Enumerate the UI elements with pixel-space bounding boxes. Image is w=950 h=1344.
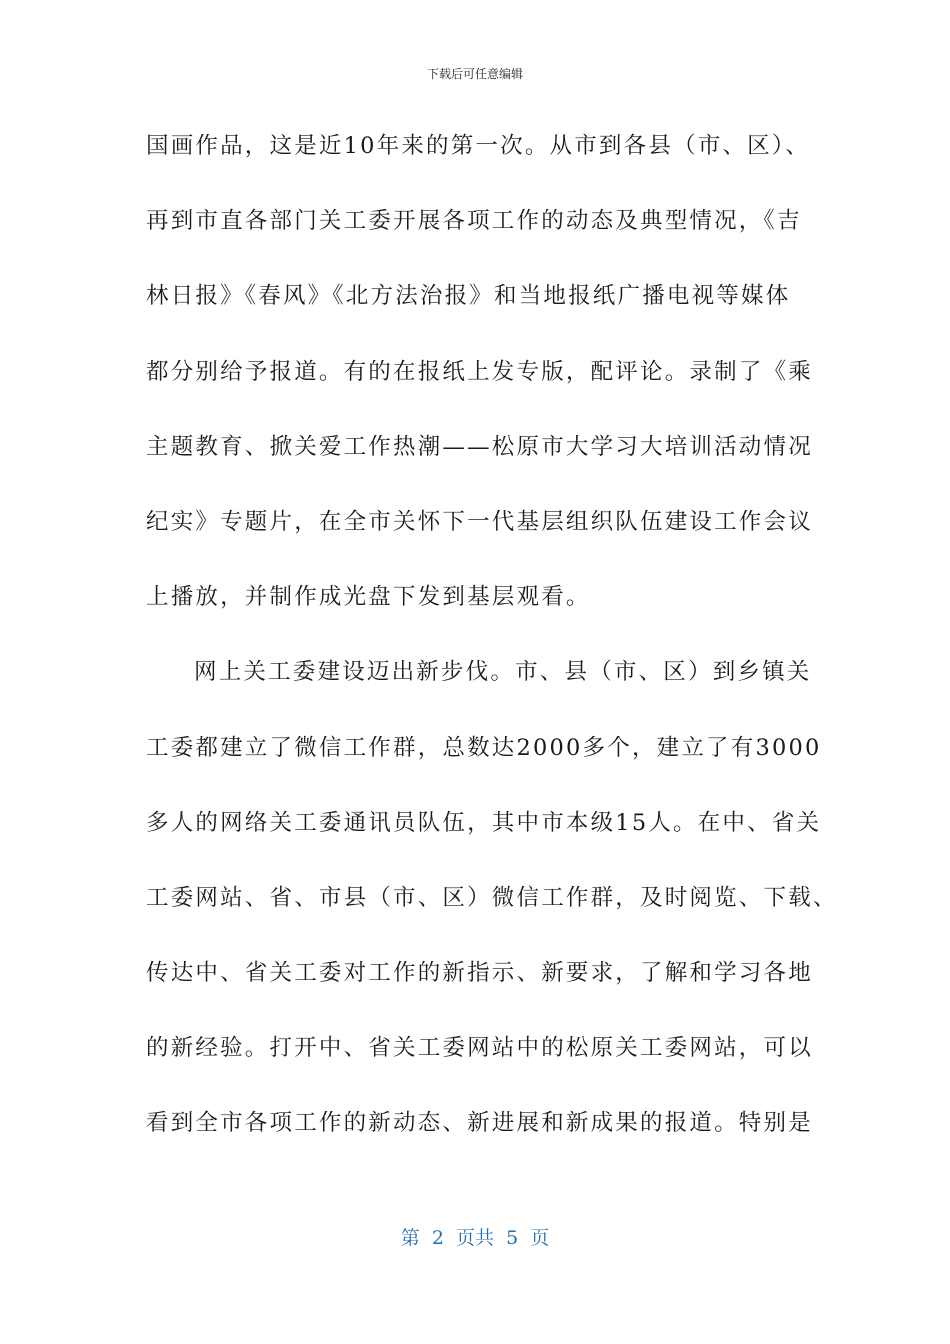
paragraph-line: 的新经验。打开中、省关工委网站中的松原关工委网站，可以 [146, 1035, 813, 1062]
paragraph-line: 工委网站、省、市县（市、区）微信工作群，及时阅览、下载、 [146, 884, 838, 911]
paragraph-line: 工委都建立了微信工作群，总数达2000多个，建立了有3000 [146, 734, 822, 761]
paragraph-line: 网上关工委建设迈出新步伐。市、县（市、区）到乡镇关 [194, 659, 812, 686]
paragraph-line: 多人的网络关工委通讯员队伍，其中市本级15人。在中、省关 [146, 809, 822, 836]
paragraph-line: 纪实》专题片，在全市关怀下一代基层组织队伍建设工作会议 [146, 508, 813, 535]
page-number-footer: 第 2 页共 5 页 [400, 1227, 550, 1249]
paragraph-line: 主题教育、掀关爱工作热潮——松原市大学习大培训活动情况 [146, 433, 813, 460]
paragraph-line: 林日报》《春风》《北方法治报》和当地报纸广播电视等媒体 [146, 283, 791, 310]
page-header-note: 下载后可任意编辑 [426, 67, 523, 81]
paragraph-line: 上播放，并制作成光盘下发到基层观看。 [146, 584, 591, 611]
paragraph-line: 传达中、省关工委对工作的新指示、新要求，了解和学习各地 [146, 960, 813, 987]
document-body [146, 120, 838, 1173]
paragraph-line: 都分别给予报道。有的在报纸上发专版，配评论。录制了《乘 [146, 358, 813, 385]
paragraph-line: 看到全市各项工作的新动态、新进展和新成果的报道。特别是 [146, 1110, 813, 1137]
paragraph-line: 再到市直各部门关工委开展各项工作的动态及典型情况，《吉 [146, 208, 802, 235]
paragraph-line: 国画作品，这是近10年来的第一次。从市到各县（市、区）、 [146, 133, 810, 159]
